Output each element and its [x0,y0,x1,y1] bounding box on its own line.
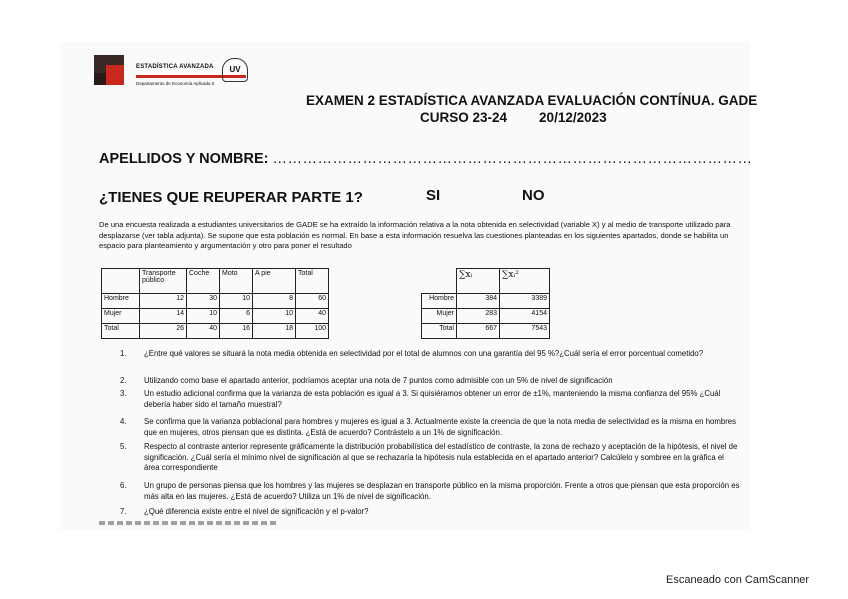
logo-title: ESTADÍSTICA AVANZADA [136,64,214,70]
table-cell: ∑xᵢ² [500,269,550,294]
table-cell: 7543 [500,324,550,339]
exam-date: 20/12/2023 [539,110,607,125]
table-header-row [102,269,329,294]
question-number: 5. [120,442,127,451]
table-cell: 12 [140,294,187,309]
table-cell: 384 [457,294,500,309]
scanner-watermark: Escaneado con CamScanner [666,574,810,586]
table-row [422,309,550,324]
table-cell [102,269,140,294]
question-text: ¿Entre qué valores se situará la nota media obtenida en selectividad por el total de alumnos con una garantía del 95 %?¿Cuál sería el error porcentual cometido? [144,349,704,358]
table-cell: 667 [457,324,500,339]
table-row [102,324,329,339]
table-cell: 3389 [500,294,550,309]
table-cell: 40 [187,324,220,339]
cut-off-line [99,521,279,525]
table-cell: 10 [187,309,220,324]
name-label: APELLIDOS Y NOMBRE: [99,151,269,167]
logo-subtitle: Departamento de Economía Aplicada II [136,81,215,86]
question-text: Un estudio adicional confirma que la varianza de esta población es igual a 3. Si quisiéramos obtener un error de ±1%, manteniendo la misma confianza del 95% ¿Cuál debería haber sido el tamaño muestral? [144,389,721,409]
table-row [102,309,329,324]
table-cell: 6 [220,309,253,324]
question-number: 4. [120,417,127,426]
table-cell: Mujer [102,309,140,324]
transport-table [101,268,329,339]
no-option[interactable]: NO [522,187,545,204]
question-number: 1. [120,349,127,358]
question-text: Un grupo de personas piensa que los hombres y las mujeres se desplazan en transporte público en la misma proporción. Frente a otros que piensan que esta proporción es más alta en las mujeres. ¿Está de acuerdo? Utiliza un 1% de nivel de significación. [144,481,740,501]
table-cell: ∑xᵢ [457,269,500,294]
table-cell: 283 [457,309,500,324]
question-text: ¿Qué diferencia existe entre el nivel de significación y el p-valor? [144,507,369,516]
question-text: Respecto al contraste anterior represente gráficamente la distribución probabilística del estadístico de contraste, la zona de rechazo y aceptación de la hipótesis, el nivel de significación. ¿Cuál sería el mínimo nivel de significación al que se rechazaría la hipótesis nula establecida en el apartado anterior? Calcúlelo y sombree en la gráfica el área correspondiente [144,442,738,472]
table-cell: Hombre [102,294,140,309]
table-cell: 40 [296,309,329,324]
table-cell: Total [422,324,457,339]
university-seal-icon: UV [222,58,248,82]
table-row [422,294,550,309]
name-field[interactable] [99,151,752,167]
exam-title: EXAMEN 2 ESTADÍSTICA AVANZADA EVALUACIÓN CONTÍNUA. GADE [306,93,758,108]
sums-table [421,268,550,339]
table-row [102,294,329,309]
table-cell [422,269,457,294]
intro-paragraph: De una encuesta realizada a estudiantes universitarios de GADE se ha extraído la información relativa a la nota obtenida en selectividad (variable X) y al medio de transporte utilizado para desplazarse (ver tabla adjunta). Se supone que esta población es normal. En base a esta información resuelva las cuestiones planteadas en los siguientes apartados, donde se habilita un espacio para planteamiento y argumentación y otro para poner el resultado [99,220,731,251]
table-cell: 14 [140,309,187,324]
table-cell: 26 [140,324,187,339]
table-header-row [422,269,550,294]
table-cell: Hombre [422,294,457,309]
table-cell: 10 [220,294,253,309]
question-number: 6. [120,481,127,490]
table-cell: Coche [187,269,220,294]
table-cell: Transporte público [140,269,187,294]
department-logo [94,55,124,85]
table-cell: A pie [253,269,296,294]
course-line [420,110,607,125]
table-cell: Moto [220,269,253,294]
question-number: 2. [120,376,127,385]
name-dots: …………………………………………………………………………………… [272,151,753,167]
table-cell: 4154 [500,309,550,324]
table-cell: 60 [296,294,329,309]
table-cell: Total [102,324,140,339]
question-text: Se confirma que la varianza poblacional para hombres y mujeres es igual a 3. Actualmente existe la creencia de que la nota media de selectividad es la misma en hombres que en mujeres, otros piensan que es distinta. ¿Está de acuerdo? Contrástelo a un 1% de significación. [144,417,737,437]
course: CURSO 23-24 [420,110,508,125]
table-cell: 8 [253,294,296,309]
table-cell: 18 [253,324,296,339]
yes-option[interactable]: SI [426,187,441,204]
question-text: Utilizando como base el apartado anterior, podríamos aceptar una nota de 7 puntos como admisible con un 5% de nivel de significación [144,376,613,385]
table-cell: Total [296,269,329,294]
table-row [422,324,550,339]
recover-question: ¿TIENES QUE REUPERAR PARTE 1? [99,189,363,206]
table-cell: 30 [187,294,220,309]
table-cell: 10 [253,309,296,324]
table-cell: Mujer [422,309,457,324]
table-cell: 100 [296,324,329,339]
table-cell: 16 [220,324,253,339]
question-number: 7. [120,507,127,516]
question-number: 3. [120,389,127,398]
